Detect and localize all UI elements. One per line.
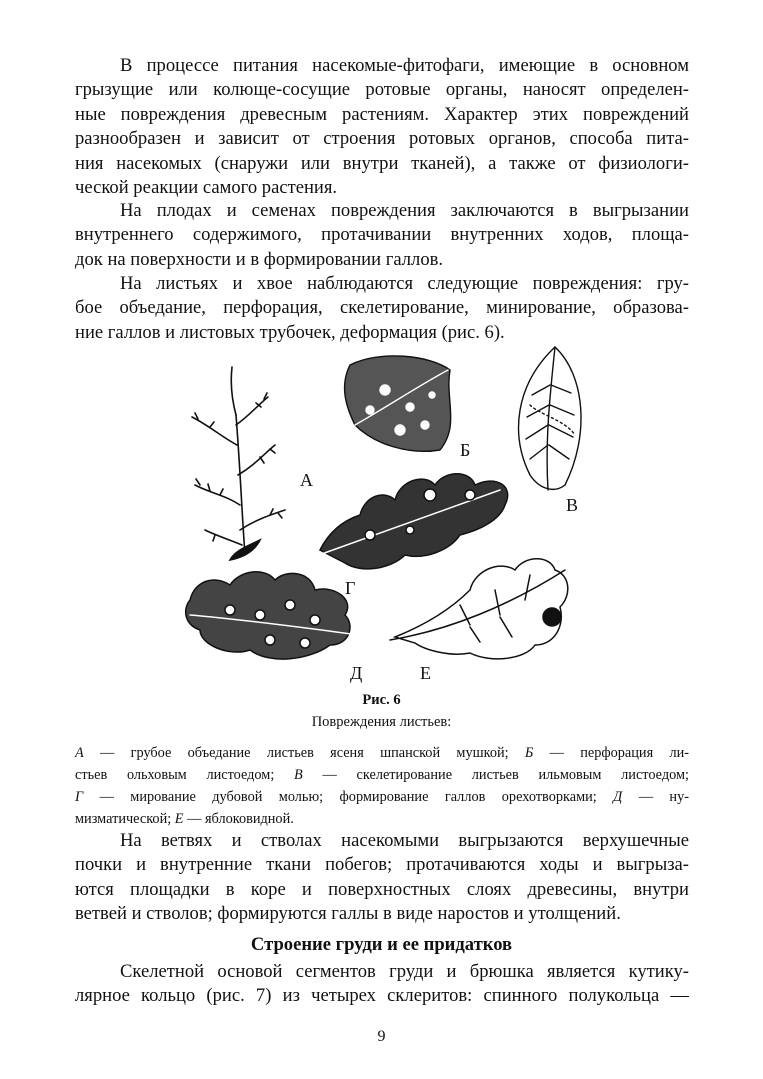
legend-line: стьев ольховым листоедом; В — скелетирование листьев ильмовым листоедом;	[75, 767, 689, 783]
figure-label-d: Д	[350, 663, 363, 683]
figure-label-g: Г	[345, 578, 356, 598]
text-line: грызущие или колюще-сосущие ротовые органы, наносят определен-	[75, 79, 689, 101]
text-line: разнообразен и зависит от строения ротовых органов, способа пита-	[75, 128, 689, 150]
paragraph-3	[75, 272, 689, 345]
text-line: Скелетной основой сегментов груди и брюшка является кутику-	[120, 961, 689, 982]
text-line: внутреннего содержимого, протачивании внутренних ходов, площа-	[75, 224, 689, 246]
text-line: В процессе питания насекомые-фитофаги, имеющие в основном	[120, 55, 689, 76]
paragraph-2	[75, 199, 689, 272]
paragraph-5	[75, 960, 689, 1009]
legend-line: мизматической; Е — яблоковидной.	[75, 811, 294, 827]
text-line: ческой реакции самого растения.	[75, 177, 338, 199]
figure-title: Рис. 6	[362, 692, 401, 708]
leaf-v-elm	[519, 347, 581, 490]
text-line: бое объедание, перфорация, скелетирование, минирование, образова-	[75, 297, 689, 319]
text-line: лярное кольцо (рис. 7) из четырех склеритов: спинного полукольца —	[75, 985, 689, 1007]
paragraph-4	[75, 829, 689, 927]
text-line: На плодах и семенах повреждения заключаются в выгрызании	[120, 200, 689, 221]
text-line: ные повреждения древесным растениям. Характер этих повреждений	[75, 103, 689, 125]
text-line: ние галлов и листовых трубочек, деформация (рис. 6).	[75, 321, 505, 343]
leaf-g-oak	[305, 474, 508, 569]
text-line: почки и внутренние ткани побегов; протачиваются ходы и выгрыза-	[75, 854, 689, 876]
figure-6-leaf-damage	[170, 345, 590, 690]
text-line: док на поверхности и в формировании галлов.	[75, 248, 444, 270]
leaf-b-alder	[345, 356, 451, 451]
section-heading: Строение груди и ее придатков	[250, 934, 513, 955]
legend-line: Г — мирование дубовой молью; формирование галлов орехотворками; Д — ну-	[75, 789, 689, 805]
text-line: ветвей и стволов; формируются галлы в виде наростов и утолщений.	[75, 903, 621, 925]
figure-label-e: Е	[420, 663, 431, 683]
text-line: ния насекомых (снаружи или внутри тканей), а также от физиологи-	[75, 152, 689, 174]
figure-subtitle: Повреждения листьев:	[311, 714, 452, 730]
text-line: На листьях и хвое наблюдаются следующие повреждения: гру-	[120, 273, 689, 294]
leaf-e-oak	[390, 559, 568, 659]
legend-line: А — грубое объедание листьев ясеня шпанской мушкой; Б — перфорация ли-	[75, 745, 689, 761]
figure-label-a: А	[300, 470, 313, 490]
paragraph-1	[75, 54, 689, 200]
leaf-illustration	[170, 345, 590, 690]
text-line: ются площадки в коре и поверхностных слоях древесины, внутри	[75, 878, 689, 900]
figure-legend	[75, 742, 689, 830]
page-number: 9	[377, 1028, 386, 1045]
figure-label-v: В	[566, 495, 579, 515]
text-line: На ветвях и стволах насекомыми выгрызаются верхушечные	[120, 830, 689, 851]
figure-label-b: Б	[460, 440, 471, 460]
leaf-a-ash-branch	[192, 367, 285, 560]
